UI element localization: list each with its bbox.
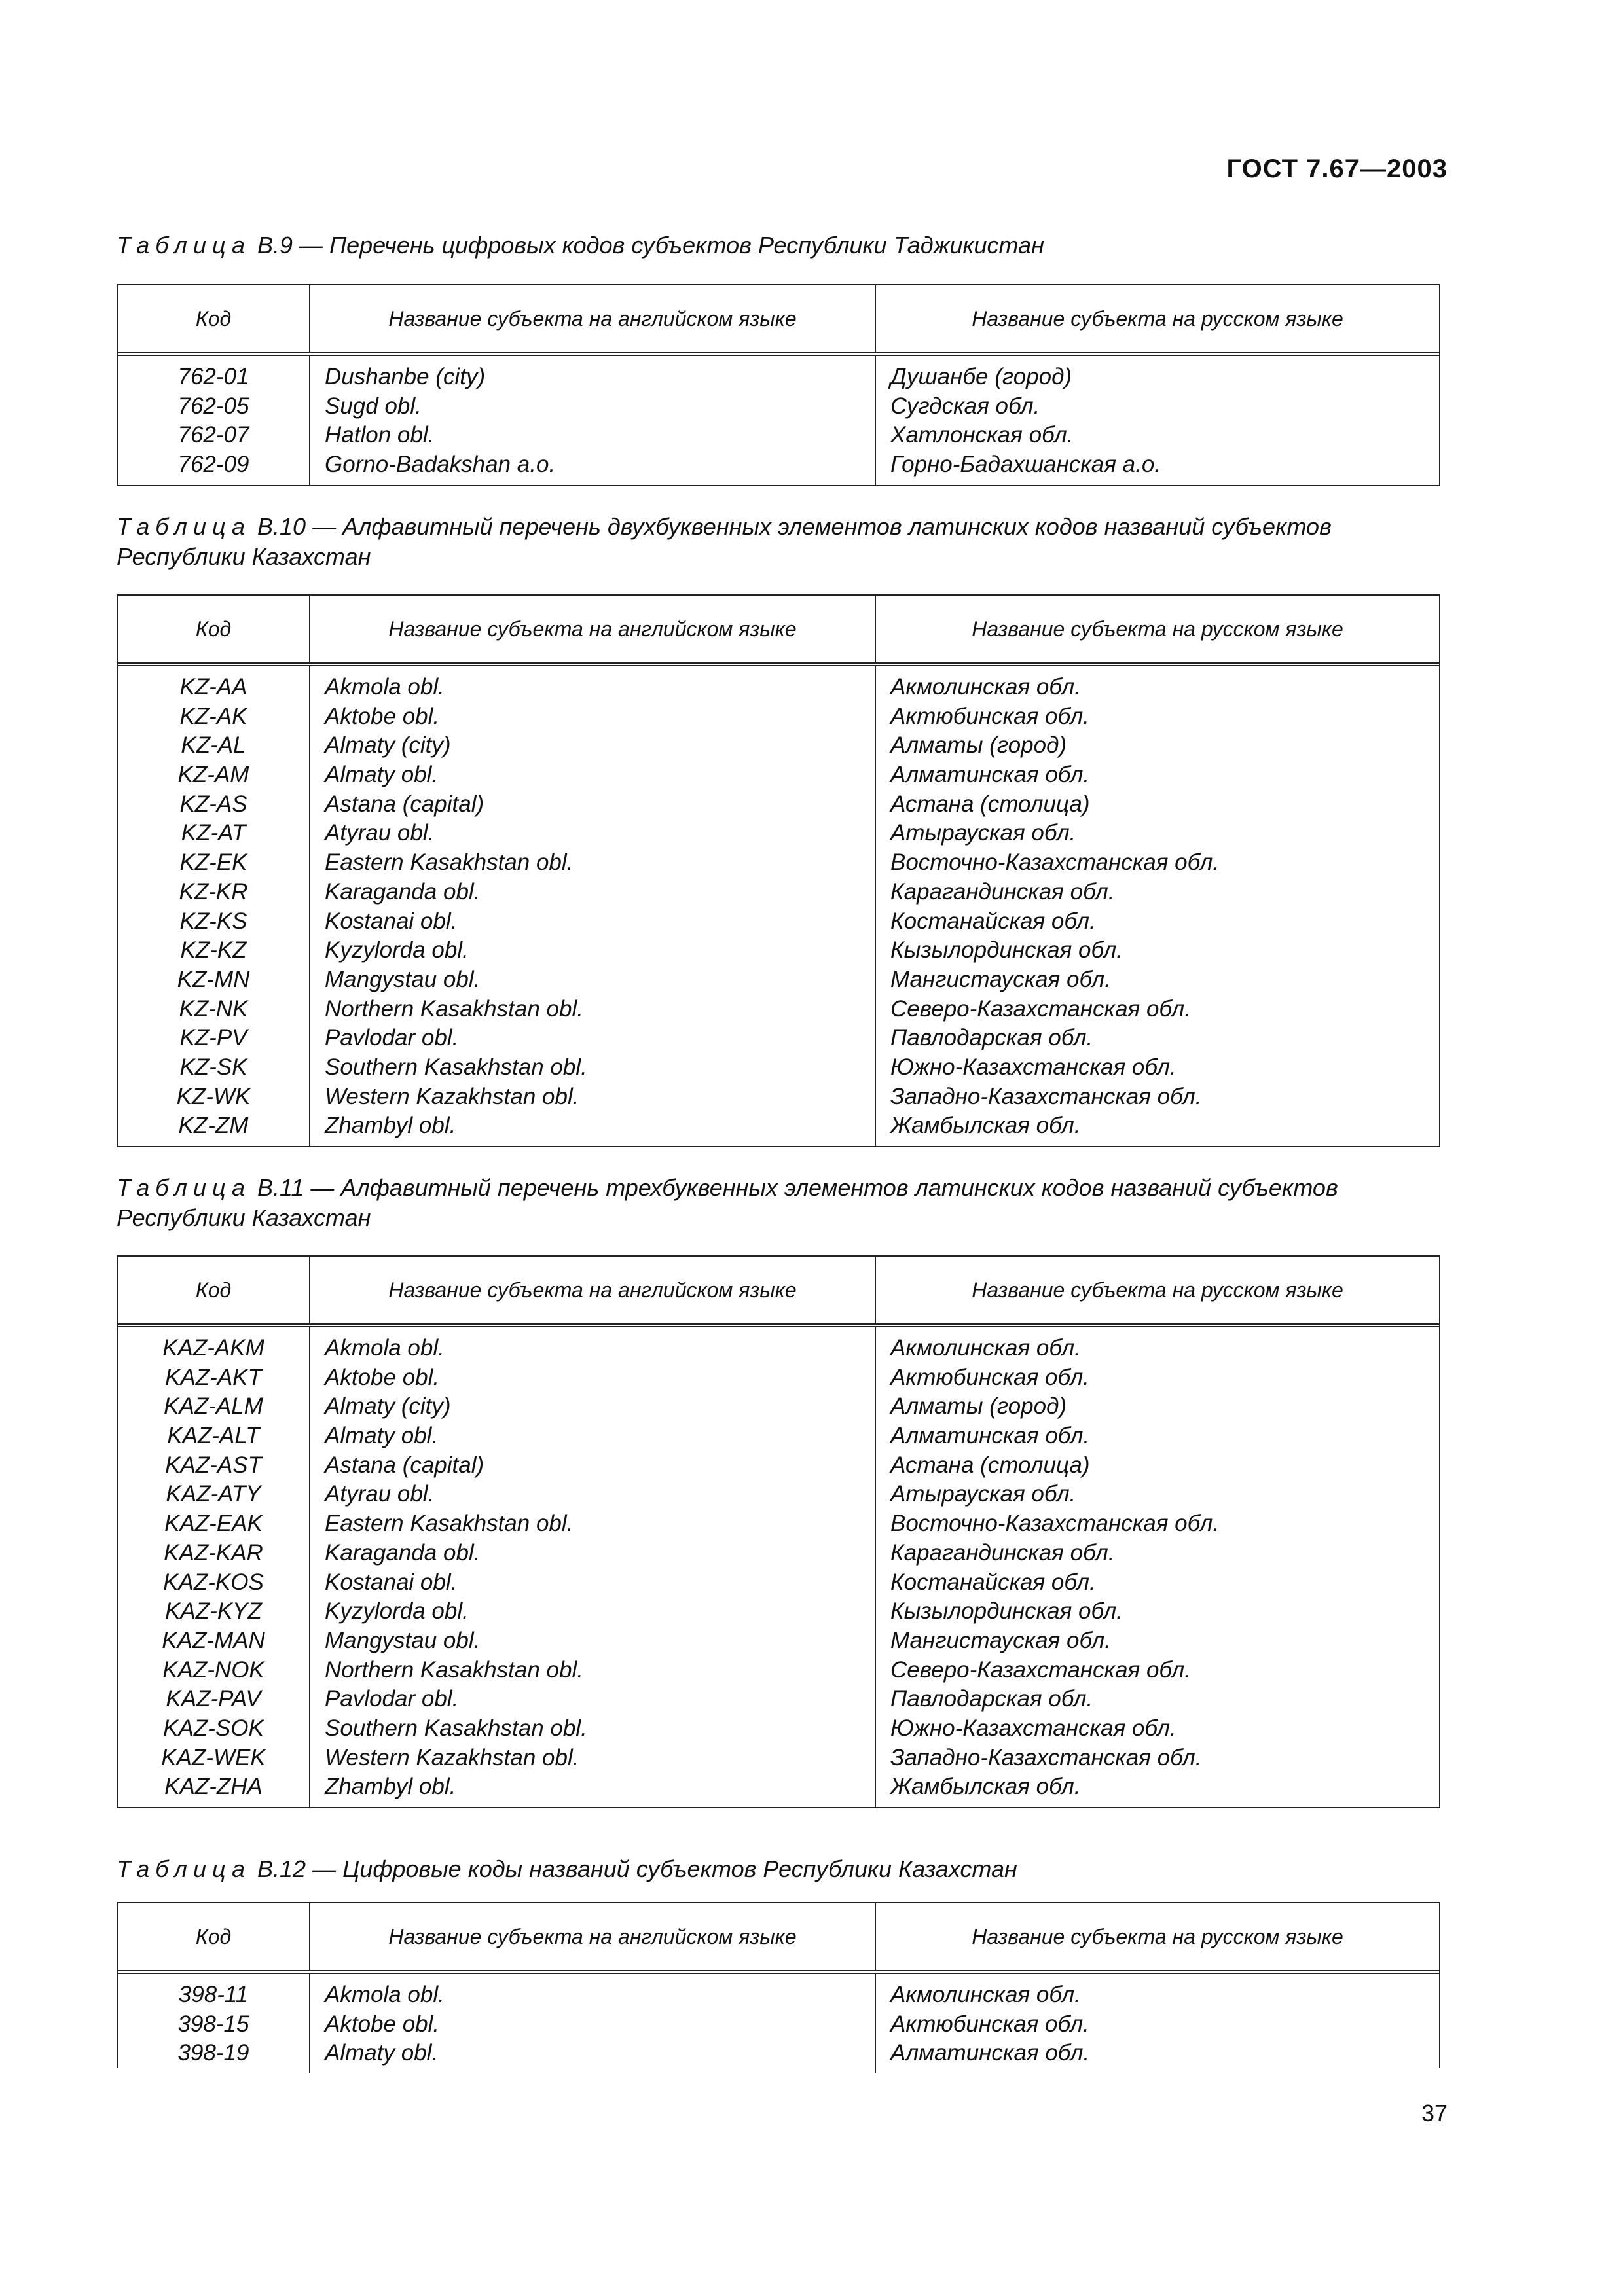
code-cell: 398-19 [177, 2040, 249, 2066]
russian-name-cell: Северо-Казахстанская обл. [890, 1657, 1191, 1683]
english-name-cell: Akmola obl. [325, 1335, 445, 1361]
column-header-english: Название субъекта на английском языке [310, 1903, 876, 1970]
caption-text-line2: Республики Казахстан [117, 1204, 371, 1231]
english-name-cell: Aktobe obl. [325, 2011, 440, 2037]
english-name-cell: Southern Kasakhstan obl. [325, 1715, 587, 1741]
english-name-cell: Hatlon obl. [325, 422, 435, 448]
table-b11 [117, 1255, 1440, 1808]
russian-name-cell: Астана (столица) [890, 791, 1090, 817]
russian-name-cell: Алматинская обл. [890, 1423, 1090, 1449]
russian-name-cell: Алматинская обл. [890, 762, 1090, 788]
code-cell: KZ-ZM [178, 1113, 249, 1139]
russian-name-cell: Павлодарская обл. [890, 1025, 1093, 1051]
code-cell: KZ-AA [179, 674, 247, 700]
column-header-code: Код [118, 1257, 310, 1323]
table-header [118, 1257, 1439, 1327]
english-name-cell: Zhambyl obl. [325, 1774, 456, 1800]
code-cell: KAZ-KOS [163, 1569, 264, 1595]
english-name-column [310, 1327, 876, 1807]
russian-name-cell: Южно-Казахстанская обл. [890, 1715, 1176, 1741]
code-cell: KZ-KZ [180, 937, 247, 963]
code-cell: KZ-AM [177, 762, 249, 788]
column-header-code: Код [118, 596, 310, 662]
russian-name-cell: Акмолинская обл. [890, 674, 1081, 700]
table-label: Таблица [117, 1174, 251, 1201]
column-header-english: Название субъекта на английском языке [310, 285, 876, 352]
russian-name-cell: Алматы (город) [890, 1393, 1067, 1420]
table-body [118, 356, 1439, 485]
english-name-cell: Mangystau obl. [325, 1627, 481, 1653]
english-name-cell: Pavlodar obl. [325, 1686, 459, 1712]
russian-name-cell: Актюбинская обл. [890, 2011, 1089, 2037]
code-cell: KAZ-KYZ [165, 1598, 262, 1624]
column-header-code: Код [118, 285, 310, 352]
column-header-russian: Название субъекта на русском языке [972, 306, 1343, 331]
russian-name-cell: Северо-Казахстанская обл. [890, 996, 1191, 1022]
russian-name-cell: Карагандинская обл. [890, 878, 1115, 905]
russian-name-cell: Кызылординская обл. [890, 937, 1123, 963]
russian-name-cell: Мангистауская обл. [890, 966, 1111, 992]
table-label: Таблица [117, 1856, 251, 1882]
english-name-cell: Northern Kasakhstan obl. [325, 1657, 583, 1683]
table-body [118, 1974, 1439, 2068]
caption-text: В.11 — Алфавитный перечень трехбуквенных элементов латинских кодов названий субъектов [251, 1174, 1338, 1201]
column-header-code: Код [118, 1903, 310, 1970]
russian-name-cell: Горно-Бадахшанская а.о. [890, 452, 1161, 478]
table-label: Таблица [117, 232, 251, 259]
table-label: Таблица [117, 513, 251, 540]
english-name-cell: Kostanai obl. [325, 1569, 458, 1595]
table-b10-caption [117, 512, 1440, 572]
english-name-cell: Akmola obl. [325, 1982, 445, 2007]
russian-name-cell: Костанайская обл. [890, 908, 1096, 934]
russian-name-cell: Акмолинская обл. [890, 1335, 1081, 1361]
russian-name-cell: Сугдская обл. [890, 393, 1040, 419]
code-cell: 762-07 [177, 422, 249, 448]
table-header [118, 596, 1439, 666]
english-name-cell: Sugd obl. [325, 393, 422, 419]
english-name-cell: Dushanbe (city) [325, 364, 486, 389]
table-header [118, 1903, 1439, 1974]
table-header [118, 285, 1439, 356]
english-name-cell: Kyzylorda obl. [325, 937, 469, 963]
column-header-russian: Название субъекта на русском языке [972, 1924, 1343, 1948]
code-cell: KZ-AT [181, 820, 246, 846]
russian-name-cell: Южно-Казахстанская обл. [890, 1054, 1176, 1080]
russian-name-cell: Западно-Казахстанская обл. [890, 1083, 1202, 1109]
code-cell: 762-01 [177, 364, 249, 389]
russian-name-cell: Жамбылская обл. [890, 1774, 1081, 1800]
english-name-column [310, 1974, 876, 2073]
page-number: 37 [1421, 2100, 1448, 2126]
english-name-column [310, 666, 876, 1146]
english-name-cell: Almaty obl. [325, 762, 439, 788]
table-b10 [117, 594, 1440, 1147]
column-header-english: Название субъекта на английском языке [310, 1257, 876, 1323]
code-column [118, 1327, 310, 1807]
code-cell: 762-09 [177, 452, 249, 478]
column-header-russian: Название субъекта на русском языке [972, 1278, 1343, 1302]
code-cell: KAZ-ATY [166, 1481, 261, 1507]
russian-name-cell: Астана (столица) [890, 1452, 1090, 1478]
table-body [118, 1327, 1439, 1807]
russian-name-cell: Алматинская обл. [890, 2040, 1090, 2066]
code-cell: 762-05 [177, 393, 249, 419]
code-cell: KZ-PV [179, 1025, 247, 1051]
russian-name-cell: Атырауская обл. [890, 820, 1076, 846]
english-name-cell: Almaty obl. [325, 2040, 439, 2066]
russian-name-column [876, 673, 1439, 1141]
english-name-cell: Aktobe obl. [325, 1364, 440, 1390]
english-name-cell: Pavlodar obl. [325, 1025, 459, 1051]
caption-text: В.10 — Алфавитный перечень двухбуквенных элементов латинских кодов названий субъектов [251, 513, 1332, 540]
russian-name-cell: Кызылординская обл. [890, 1598, 1123, 1624]
english-name-cell: Western Kazakhstan obl. [325, 1744, 579, 1770]
code-cell: KAZ-ALM [164, 1393, 263, 1420]
code-cell: KZ-AL [181, 732, 246, 759]
code-cell: KZ-SK [179, 1054, 247, 1080]
code-column [118, 356, 310, 485]
table-b9-caption [117, 230, 1440, 260]
russian-name-cell: Актюбинская обл. [890, 703, 1089, 729]
russian-name-cell: Карагандинская обл. [890, 1539, 1115, 1566]
russian-name-cell: Хатлонская обл. [890, 422, 1074, 448]
code-cell: KAZ-WEK [161, 1744, 266, 1770]
english-name-cell: Atyrau obl. [325, 820, 435, 846]
code-column [118, 1974, 310, 2073]
russian-name-cell: Атырауская обл. [890, 1481, 1076, 1507]
code-cell: 398-15 [177, 2011, 249, 2037]
code-cell: KAZ-MAN [162, 1627, 265, 1653]
english-name-cell: Northern Kasakhstan obl. [325, 996, 583, 1022]
russian-name-cell: Душанбе (город) [890, 364, 1072, 389]
code-cell: KZ-AS [179, 791, 247, 817]
code-cell: KZ-MN [177, 966, 250, 992]
russian-name-cell: Восточно-Казахстанская обл. [890, 850, 1219, 876]
russian-name-column [876, 363, 1439, 480]
russian-name-cell: Костанайская обл. [890, 1569, 1096, 1595]
table-b12 [117, 1902, 1440, 2068]
russian-name-column [876, 1981, 1439, 2068]
english-name-cell: Eastern Kasakhstan obl. [325, 850, 574, 876]
table-b9 [117, 284, 1440, 486]
code-cell: KZ-KR [179, 878, 248, 905]
russian-name-cell: Мангистауская обл. [890, 1627, 1111, 1653]
russian-name-cell: Павлодарская обл. [890, 1686, 1093, 1712]
english-name-cell: Almaty (city) [325, 732, 451, 759]
code-cell: KZ-NK [179, 996, 248, 1022]
code-cell: KAZ-AST [165, 1452, 262, 1478]
code-cell: KAZ-KAR [164, 1539, 263, 1566]
code-cell: KZ-AK [179, 703, 247, 729]
code-cell: KAZ-SOK [163, 1715, 264, 1741]
document-header: ГОСТ 7.67—2003 [1226, 154, 1448, 183]
caption-text: В.9 — Перечень цифровых кодов субъектов Республики Таджикистан [251, 232, 1044, 259]
english-name-cell: Western Kazakhstan obl. [325, 1083, 579, 1109]
code-cell: KAZ-PAV [166, 1686, 261, 1712]
english-name-cell: Akmola obl. [325, 674, 445, 700]
code-cell: KZ-WK [176, 1083, 251, 1109]
english-name-cell: Karaganda obl. [325, 878, 481, 905]
english-name-cell: Kyzylorda obl. [325, 1598, 469, 1624]
code-cell: KAZ-ALT [167, 1423, 260, 1449]
caption-text-line2: Республики Казахстан [117, 543, 371, 570]
russian-name-cell: Жамбылская обл. [890, 1113, 1081, 1139]
english-name-column [310, 356, 876, 485]
english-name-cell: Southern Kasakhstan obl. [325, 1054, 587, 1080]
english-name-cell: Atyrau obl. [325, 1481, 435, 1507]
english-name-cell: Zhambyl obl. [325, 1113, 456, 1139]
code-cell: KAZ-NOK [162, 1657, 264, 1683]
code-cell: KAZ-ZHA [164, 1774, 263, 1800]
english-name-cell: Mangystau obl. [325, 966, 481, 992]
russian-name-cell: Акмолинская обл. [890, 1982, 1081, 2007]
code-column [118, 666, 310, 1146]
russian-name-cell: Алматы (город) [890, 732, 1067, 759]
code-cell: KZ-KS [179, 908, 247, 934]
code-cell: KAZ-AKT [165, 1364, 262, 1390]
code-cell: KAZ-AKM [162, 1335, 264, 1361]
table-b11-caption [117, 1173, 1440, 1233]
english-name-cell: Kostanai obl. [325, 908, 458, 934]
english-name-cell: Karaganda obl. [325, 1539, 481, 1566]
column-header-english: Название субъекта на английском языке [310, 596, 876, 662]
english-name-cell: Almaty (city) [325, 1393, 451, 1420]
english-name-cell: Astana (capital) [325, 791, 484, 817]
english-name-cell: Almaty obl. [325, 1423, 439, 1449]
table-b12-caption [117, 1854, 1440, 1884]
russian-name-cell: Актюбинская обл. [890, 1364, 1089, 1390]
english-name-cell: Gorno-Badakshan a.o. [325, 452, 556, 478]
russian-name-cell: Восточно-Казахстанская обл. [890, 1511, 1219, 1537]
russian-name-cell: Западно-Казахстанская обл. [890, 1744, 1202, 1770]
code-cell: KZ-EK [179, 850, 247, 876]
english-name-cell: Aktobe obl. [325, 703, 440, 729]
code-cell: 398-11 [178, 1982, 249, 2007]
caption-text: В.12 — Цифровые коды названий субъектов Республики Казахстан [251, 1856, 1017, 1882]
english-name-cell: Eastern Kasakhstan obl. [325, 1511, 574, 1537]
english-name-cell: Astana (capital) [325, 1452, 484, 1478]
table-body [118, 666, 1439, 1146]
russian-name-column [876, 1334, 1439, 1802]
column-header-russian: Название субъекта на русском языке [972, 617, 1343, 641]
code-cell: KAZ-EAK [164, 1511, 263, 1537]
